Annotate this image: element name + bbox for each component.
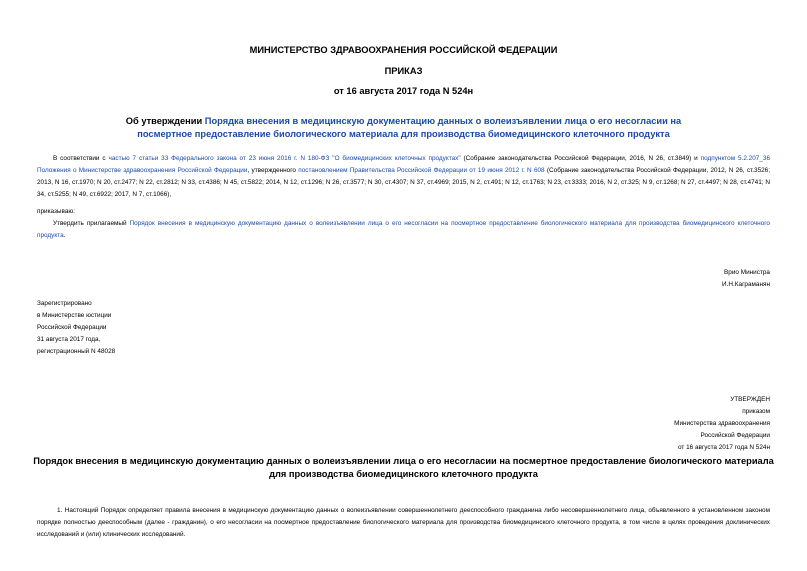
regulation-subparagraph-link[interactable]: подпунктом 5.2.207_36 Положения о Министерстве здравоохранения Российской Федерации — [37, 155, 770, 174]
paragraph-1: 1. Настоящий Порядок определяет правила внесения в медицинскую документацию данных о волеизъявлении совершеннолетнего дееспособного гражданина либо несовершеннолетнего лица, объявленного в установленном законом порядке полностью дееспособным (далее - гражданин), о его несогласии на посмертное предоставление биологического материала для производства биомедицинского клеточного продукта, в том числе в целях проведения доклинических исследований и (или) клинических исследований. — [37, 507, 770, 538]
signature-block — [470, 267, 770, 291]
registration-line-1: Зарегистрировано — [37, 300, 92, 307]
preamble-text-3: , утвержденного — [247, 167, 299, 174]
preamble-text-4: (Собрание законодательства Российской Федерации, 2012, N 26, ст.3526; 2013, N 16, ст.1970; N 20, ст.2477; N 22, ст.2812; N 33, ст.4386; N 45, ст.5822; 2014, N 12, ст.1296; N 26, ст.3577; N 30, ст.4307; N 37, ст.4969; 2015, N 2, ст.491; N 12, ст.1763; N 23, ст.3333; 2016, N 2, ст.325; N 9, ст.1268; N 27, ст.4497; N 28, ст.4741; N 34, ст.5255; N 49, ст.6922; 2017, N 7, ст.1066), — [37, 167, 771, 198]
approved-line-1: УТВЕРЖДЕН — [730, 396, 770, 403]
order-heading: ПРИКАЗ — [384, 66, 423, 76]
signature-position: Врио Министра — [724, 269, 770, 276]
approved-line-2: приказом — [742, 408, 770, 415]
approved-line-5: от 16 августа 2017 года N 524н — [677, 444, 770, 451]
registration-line-2: в Министерстве юстиции — [37, 312, 112, 319]
approved-block — [470, 394, 770, 454]
registration-line-4: 31 августа 2017 года, — [37, 336, 101, 343]
order-title-link[interactable]: Порядка внесения в медицинскую документацию данных о волеизъявлении лица о его несогласии на посмертное предоставление биологического материала для производства биомедицинского клеточного продукта — [137, 116, 682, 139]
procedure-title: Порядок внесения в медицинскую документацию данных о волеизъявлении лица о его несогласии на посмертное предоставление биологического материала для производства биомедицинского клеточного продукта — [33, 456, 774, 479]
approve-text-1: Утвердить прилагаемый — [53, 220, 130, 227]
registration-block — [37, 298, 115, 358]
preamble-text-1: В соответствии с — [53, 155, 109, 162]
approve-paragraph — [37, 218, 770, 242]
registration-line-5: регистрационный N 48028 — [37, 348, 116, 355]
government-resolution-link[interactable]: постановлением Правительства Российской Федерации от 19 июня 2012 г. N 608 — [298, 167, 545, 174]
federal-law-link[interactable]: частью 7 статьи 33 Федерального закона от 23 июня 2016 г. N 180-ФЗ "О биомедицинских клеточных продуктах" — [108, 155, 461, 162]
registration-line-3: Российской Федерации — [37, 324, 107, 331]
order-title-prefix: Об утверждении — [125, 116, 205, 126]
order-word: приказываю: — [37, 208, 75, 215]
signature-name: И.Н.Каграманян — [722, 281, 770, 288]
approve-text-2: . — [63, 232, 66, 239]
ministry-heading: МИНИСТЕРСТВО ЗДРАВООХРАНЕНИЯ РОССИЙСКОЙ ФЕДЕРАЦИИ — [249, 45, 558, 55]
preamble-paragraph — [37, 153, 770, 201]
approved-line-4: Российской Федерации — [700, 432, 770, 439]
preamble-text-2: (Собрание законодательства Российской Федерации, 2016, N 26, ст.3849) и — [460, 155, 701, 162]
order-date-number: от 16 августа 2017 года N 524н — [333, 86, 474, 96]
approved-line-3: Министерства здравоохранения — [674, 420, 770, 427]
procedure-link[interactable]: Порядок внесения в медицинскую документацию данных о волеизъявлении лица о его несогласии на посмертное предоставление биологического материала для производства биомедицинского клеточного продукта — [37, 220, 770, 239]
order-title — [100, 115, 707, 141]
